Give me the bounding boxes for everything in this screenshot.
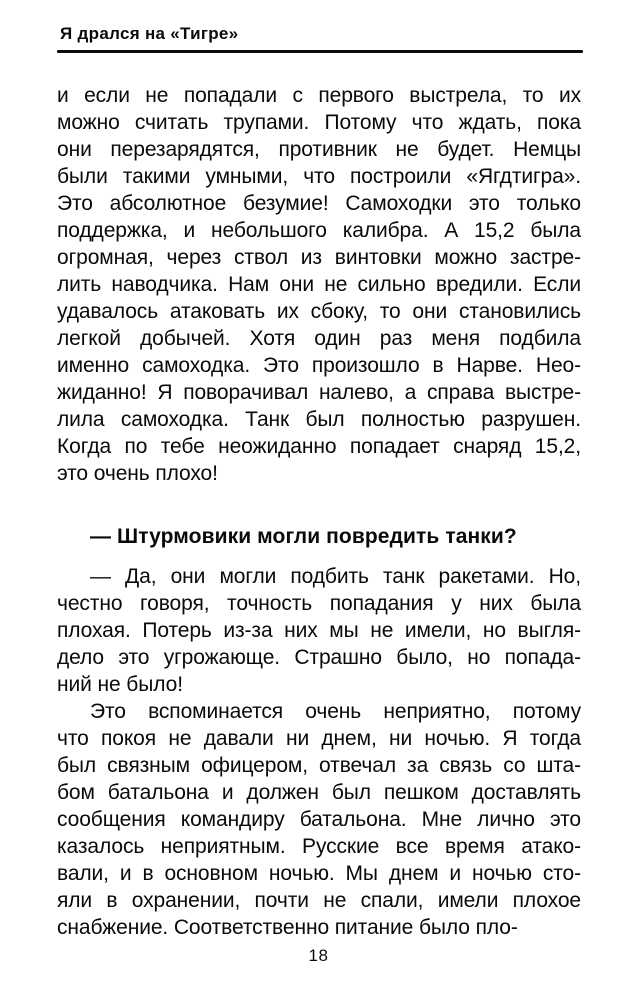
text-line: лить наводчика. Нам они не сильно вредили. Если — [57, 273, 581, 296]
text-line: — Штурмовики могли повредить танки? — [90, 525, 517, 548]
text-line: и если не попадали с первого выстрела, то их — [57, 84, 581, 107]
body-paragraph — [57, 563, 581, 698]
text-line: Это вспоминается очень неприятно, потому — [90, 700, 581, 723]
text-line: можно считать трупами. Потому что ждать, пока — [57, 111, 581, 134]
text-line: ний не было! — [57, 673, 183, 696]
text-line: Это абсолютное безумие! Самоходки это только — [57, 192, 581, 215]
text-line: снабжение. Соответственно питание было пло- — [57, 916, 518, 939]
interview-question — [57, 523, 581, 550]
text-line: это очень плохо! — [57, 462, 218, 485]
page-number: 18 — [308, 946, 329, 965]
text-line: Когда по тебе неожиданно попадает снаряд 15,2, — [57, 435, 581, 458]
text-line: был связным офицером, отвечал за связь со шта- — [57, 754, 581, 777]
text-line: бом батальона и должен был пешком доставлять — [57, 781, 581, 804]
text-line: удавалось атаковать их сбоку, то они становились — [57, 300, 581, 323]
text-line: сообщения командиру батальона. Мне лично это — [57, 808, 581, 831]
header-rule — [57, 50, 583, 53]
text-line: плохая. Потерь из-за них мы не имели, но выгля- — [57, 619, 581, 642]
text-line: они перезарядятся, противник не будет. Немцы — [57, 138, 581, 161]
running-head — [57, 24, 583, 53]
running-title: Я дрался на «Тигре» — [60, 24, 239, 43]
text-line: огромная, через ствол из винтовки можно застре- — [57, 246, 581, 269]
text-line: лила самоходка. Танк был полностью разрушен. — [57, 408, 581, 431]
text-line: жиданно! Я поворачивал налево, а справа выстре- — [57, 381, 581, 404]
page-body — [57, 82, 581, 941]
text-line: легкой добычей. Хотя один раз меня подбила — [57, 327, 581, 350]
text-line: что покоя не давали ни днем, ни ночью. Я тогда — [57, 727, 581, 750]
text-line: были такими умными, что построили «Ягдтигра». — [57, 165, 581, 188]
body-paragraph — [57, 698, 581, 941]
text-line: яли в охранении, почти не спали, имели плохое — [57, 889, 581, 912]
text-line: поддержка, и небольшого калибра. А 15,2 была — [57, 219, 581, 242]
text-line: честно говоря, точность попадания у них была — [57, 592, 581, 615]
body-paragraph — [57, 82, 581, 487]
text-line: вали, и в основном ночью. Мы днем и ночью сто- — [57, 862, 581, 885]
text-line: казалось неприятным. Русские все время атако- — [57, 835, 581, 858]
text-line: именно самоходка. Это произошло в Нарве. Нео- — [57, 354, 581, 377]
text-line: — Да, они могли подбить танк ракетами. Но, — [90, 565, 581, 588]
text-line: дело это угрожающе. Страшно было, но попада- — [57, 646, 581, 669]
